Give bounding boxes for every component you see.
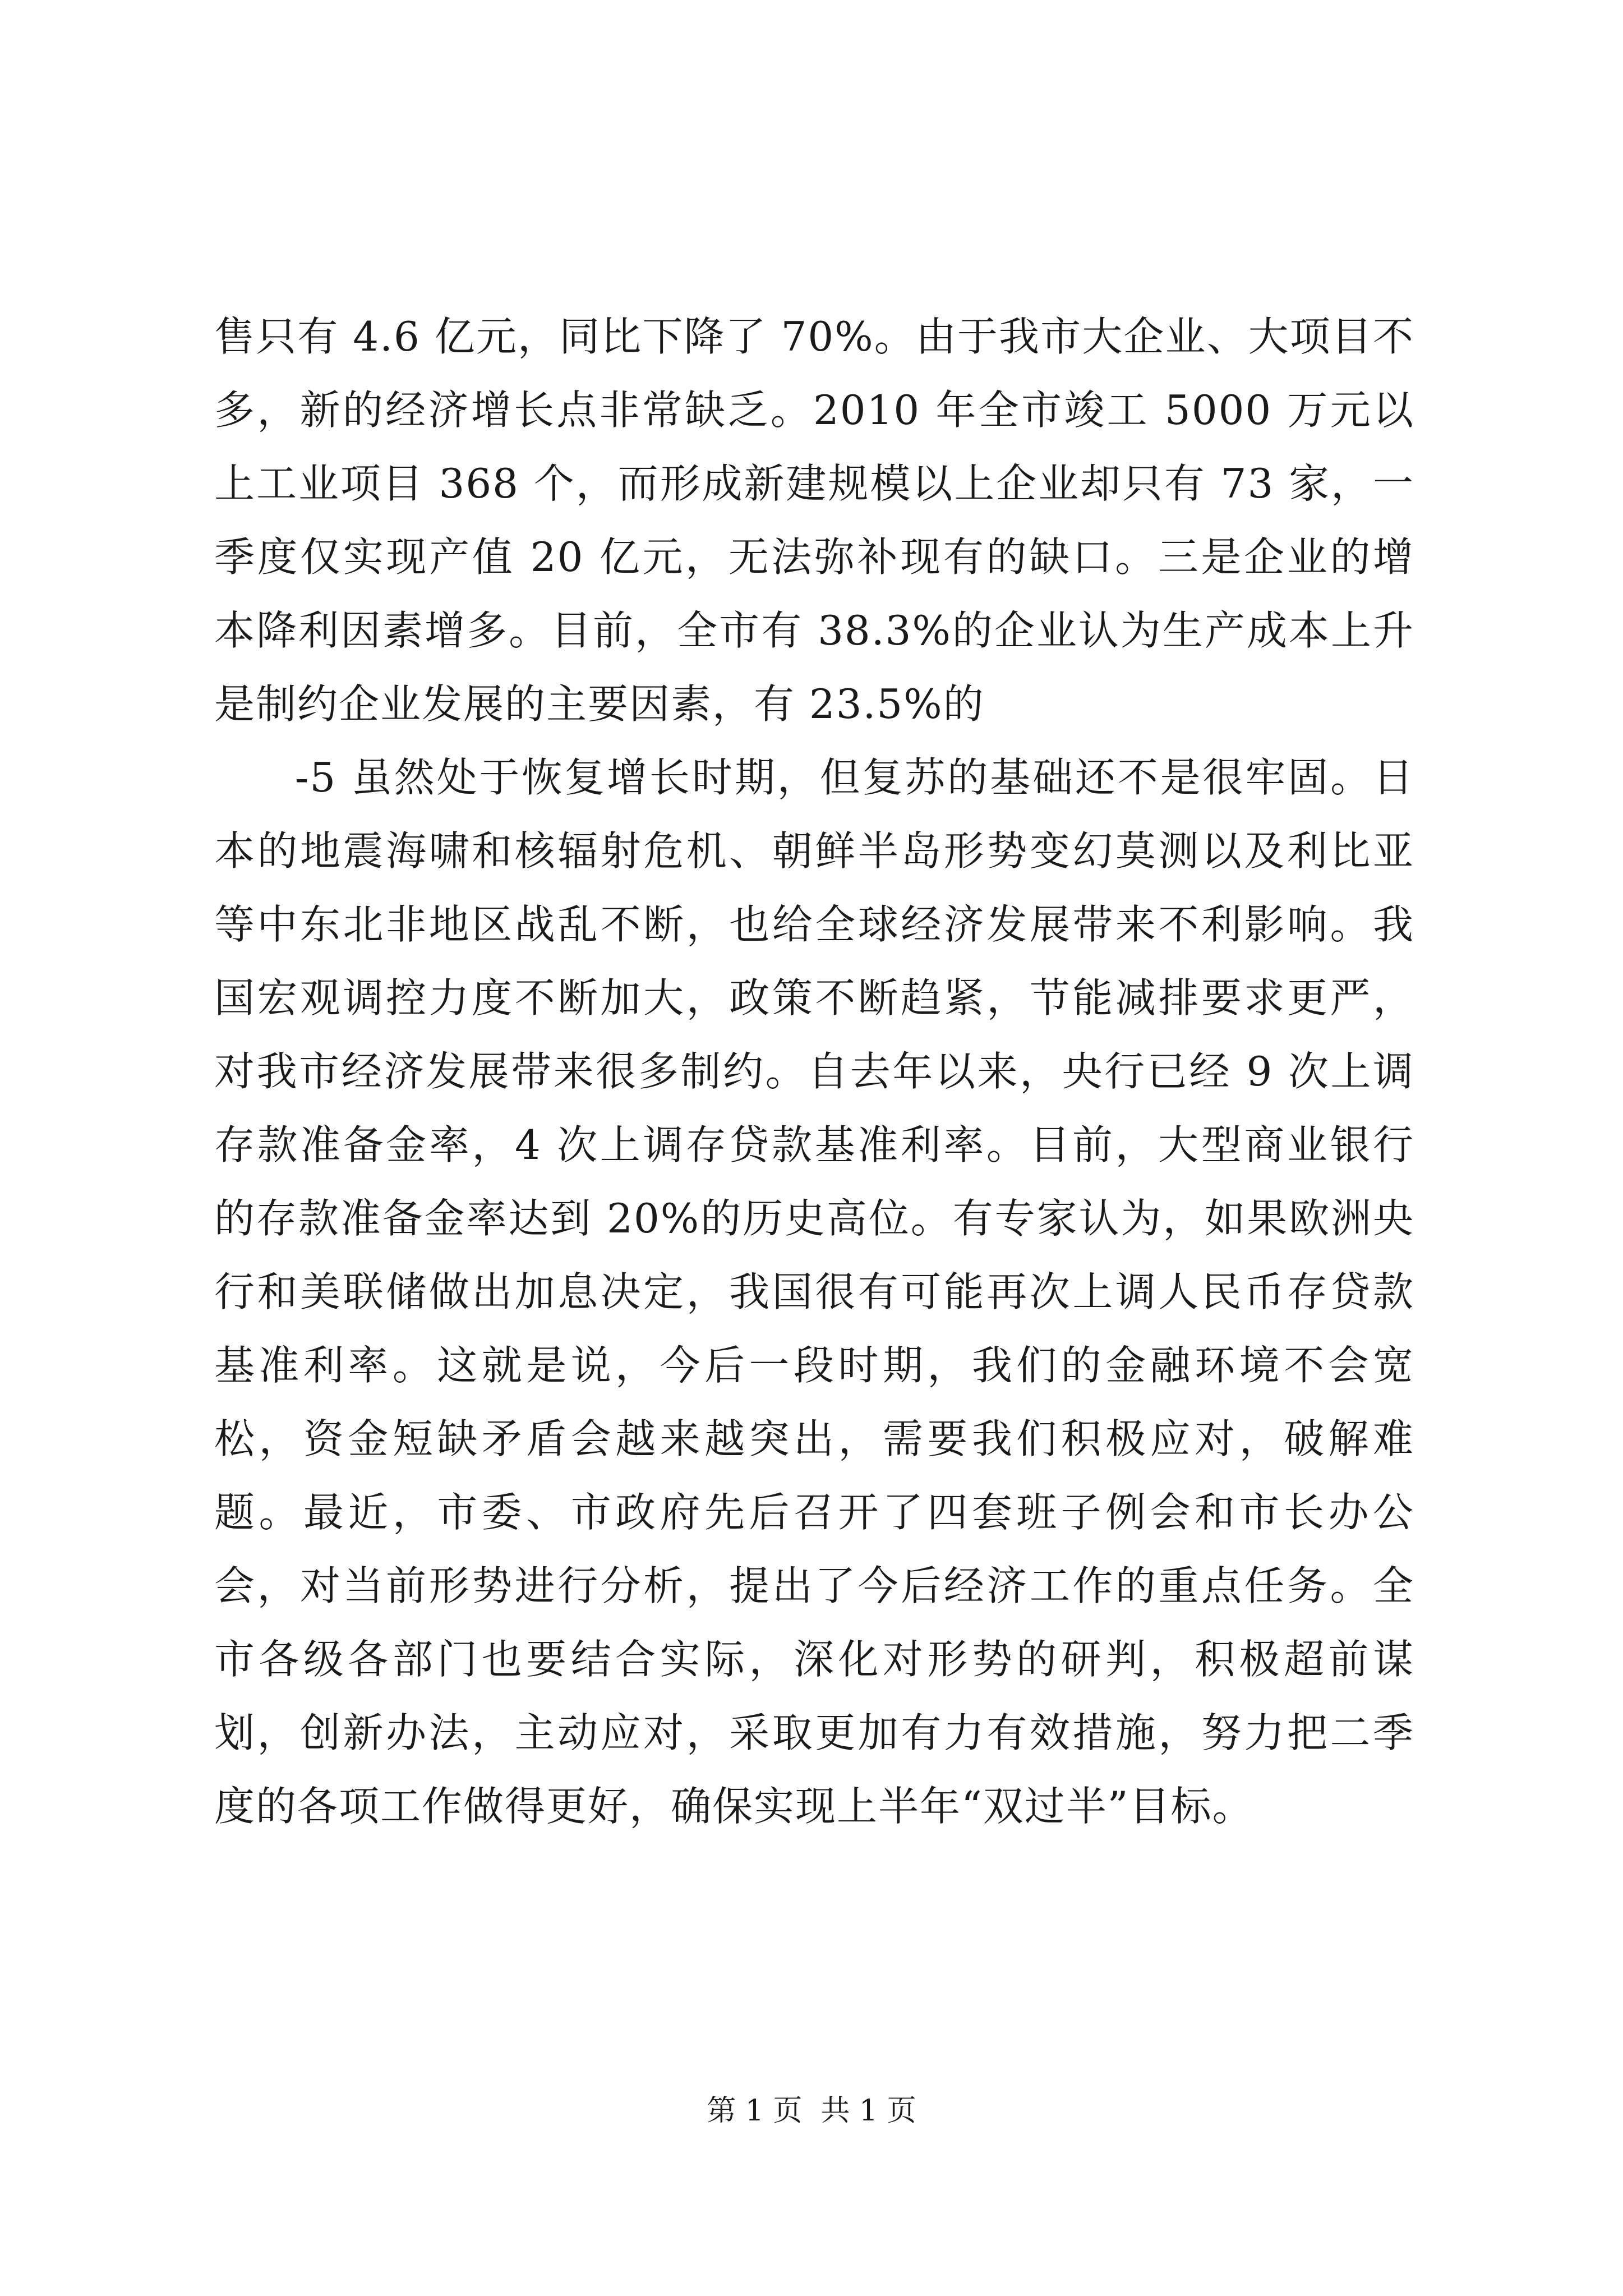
paragraph-2: -5 虽然处于恢复增长时期，但复苏的基础还不是很牢固。日本的地震海啸和核辐射危机、朝鲜半岛形势变幻莫测以及利比亚等中东北非地区战乱不断，也给全球经济发展带来不利影响。我国宏观调控力度不断加大，政策不断趋紧，节能减排要求更严，对我市经济发展带来很多制约。自去年以来，央行已经 9 次上调存款准备金率，4 次上调存贷款基准利率。目前，大型商业银行的存款准备金率达到 20%的历史高位。有专家认为，如果欧洲央行和美联储做出加息决定，我国很有可能再次上调人民币存贷款基准利率。这就是说，今后一段时期，我们的金融环境不会宽松，资金短缺矛盾会越来越突出，需要我们积极应对，破解难题。最近，市委、市政府先后召开了四套班子例会和市长办公会，对当前形势进行分析，提出了今后经济工作的重点任务。全市各级各部门也要结合实际，深化对形势的研判，积极超前谋划，创新办法，主动应对，采取更加有力有效措施，努力把二季度的各项工作做得更好，确保实现上半年“双过半”目标。 — [214, 754, 1414, 1830]
paragraph-1: 售只有 4.6 亿元，同比下降了 70%。由于我市大企业、大项目不多，新的经济增长点非常缺乏。2010 年全市竣工 5000 万元以上工业项目 368 个，而形成新建规模以上企业却只有 73 家，一季度仅实现产值 20 亿元，无法弥补现有的缺口。三是企业的增本降利因素增多。目前，全市有 38.3%的企业认为生产成本上升是制约企业发展的主要因素，有 23.5%的 — [214, 313, 1414, 728]
document-body — [214, 300, 1414, 1843]
page-number-footer: 第 1 页 共 1 页 — [707, 2094, 916, 2128]
